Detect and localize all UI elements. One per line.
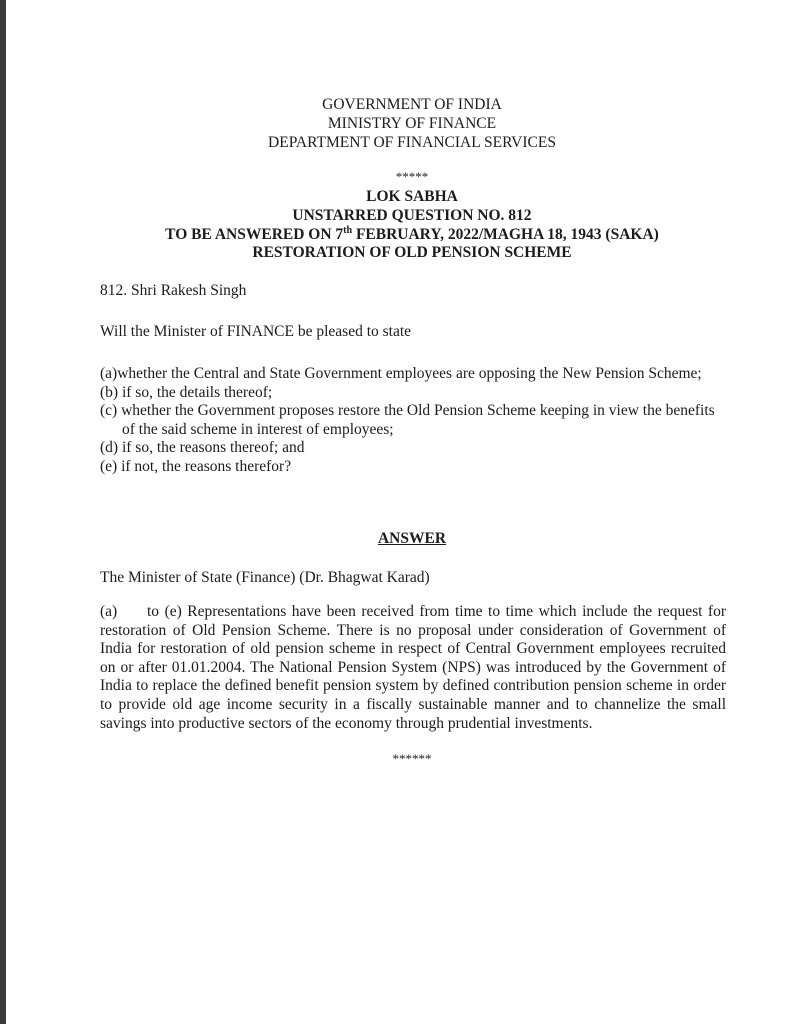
house-name: LOK SABHA bbox=[366, 188, 458, 205]
answer-paragraph bbox=[100, 603, 726, 733]
answer-part-label: (a) bbox=[100, 603, 118, 620]
answer-date-prefix: TO BE ANSWERED ON 7 bbox=[165, 226, 344, 243]
answer-body: to (e) Representations have been received from time to time which include the request for restoration of Old Pension Scheme. There is no proposal under consideration of Government of India for restoration of old pension scheme in respect of Central Government employees recruited on or after 01.01.2004. The National Pension System (NPS) was introduced by the Government of India to replace the defined benefit pension system by defined contribution pension scheme in order to provide old age income security in a fiscally sustainable manner and to channelize the small savings into productive sectors of the economy through prudential investments. bbox=[100, 603, 726, 732]
question-part-d: (d) if so, the reasons thereof; and bbox=[100, 439, 305, 456]
answer-date bbox=[0, 225, 809, 244]
end-separator: ****** bbox=[392, 751, 432, 766]
question-part-c-continued: of the said scheme in interest of employees; bbox=[122, 421, 394, 438]
header-department: DEPARTMENT OF FINANCIAL SERVICES bbox=[268, 134, 556, 151]
question-intro: Will the Minister of FINANCE be pleased to state bbox=[100, 323, 412, 340]
answer-date-suffix: FEBRUARY, 2022/MAGHA 18, 1943 (SAKA) bbox=[352, 226, 659, 243]
question-subject: RESTORATION OF OLD PENSION SCHEME bbox=[252, 244, 572, 261]
member-name: 812. Shri Rakesh Singh bbox=[100, 282, 247, 299]
question-part-b: (b) if so, the details thereof; bbox=[100, 384, 273, 401]
question-part-c: (c) whether the Government proposes restore the Old Pension Scheme keeping in view the benefits bbox=[100, 402, 715, 419]
answering-minister: The Minister of State (Finance) (Dr. Bhagwat Karad) bbox=[100, 569, 430, 586]
answer-date-superscript: th bbox=[343, 224, 353, 236]
question-part-e: (e) if not, the reasons therefor? bbox=[100, 458, 292, 475]
header-separator: ***** bbox=[395, 169, 429, 184]
question-part-a: (a)whether the Central and State Government employees are opposing the New Pension Scheme; bbox=[100, 365, 702, 382]
header-ministry: MINISTRY OF FINANCE bbox=[327, 115, 497, 132]
header-government: GOVERNMENT OF INDIA bbox=[322, 96, 502, 113]
answer-heading: ANSWER bbox=[377, 530, 447, 547]
question-number: UNSTARRED QUESTION NO. 812 bbox=[292, 207, 532, 224]
